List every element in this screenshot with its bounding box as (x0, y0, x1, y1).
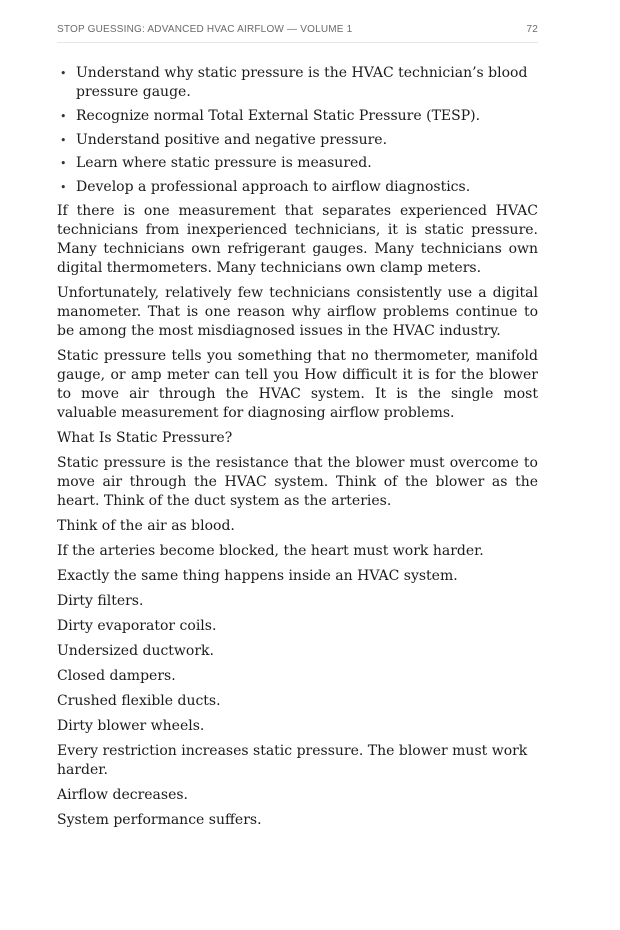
paragraph: Airflow decreases. (57, 786, 188, 803)
list-item: • Understand why static pressure is the HVAC technician’s blood pressure gauge. (57, 64, 538, 102)
running-title: STOP GUESSING: ADVANCED HVAC AIRFLOW — VOLUME 1 (57, 24, 353, 35)
objectives-list (57, 64, 538, 197)
paragraph: Undersized ductwork. (57, 642, 214, 659)
list-item: • Develop a professional approach to airflow diagnostics. (57, 178, 538, 197)
running-header (57, 24, 538, 43)
paragraph: Every restriction increases static pressure. The blower must work harder. (57, 742, 528, 778)
list-item: • Understand positive and negative pressure. (57, 131, 538, 150)
paragraph: Crushed flexible ducts. (57, 692, 221, 709)
page-body (57, 64, 538, 836)
paragraph: Static pressure tells you something that no thermometer, manifold gauge, or amp meter can tell you How difficult it is for the blower to move air through the HVAC system. It is the single most valuable measurement for diagnosing airflow problems. (57, 347, 538, 421)
paragraph: Dirty blower wheels. (57, 717, 205, 734)
paragraph: Dirty filters. (57, 592, 144, 609)
paragraph: Think of the air as blood. (57, 517, 235, 534)
list-item: • Recognize normal Total External Static Pressure (TESP). (57, 107, 538, 126)
section-heading: What Is Static Pressure? (57, 429, 233, 446)
paragraph: Exactly the same thing happens inside an HVAC system. (57, 567, 458, 584)
paragraph: If the arteries become blocked, the heart must work harder. (57, 542, 484, 559)
paragraph: Unfortunately, relatively few technicians consistently use a digital manometer. That is one reason why airflow problems continue to be among the most misdiagnosed issues in the HVAC industry. (57, 284, 538, 339)
list-item: • Learn where static pressure is measured. (57, 154, 538, 173)
paragraph: If there is one measurement that separates experienced HVAC technicians from inexperienced technicians, it is static pressure. Many technicians own refrigerant gauges. Many technicians own digital thermometers. Many technicians own clamp meters. (57, 202, 538, 276)
paragraph: Static pressure is the resistance that the blower must overcome to move air through the HVAC system. Think of the blower as the heart. Think of the duct system as the arteries. (57, 454, 538, 509)
paragraph: Closed dampers. (57, 667, 176, 684)
paragraph: Dirty evaporator coils. (57, 617, 217, 634)
page-number: 72 (526, 24, 538, 35)
paragraph: System performance suffers. (57, 811, 262, 828)
